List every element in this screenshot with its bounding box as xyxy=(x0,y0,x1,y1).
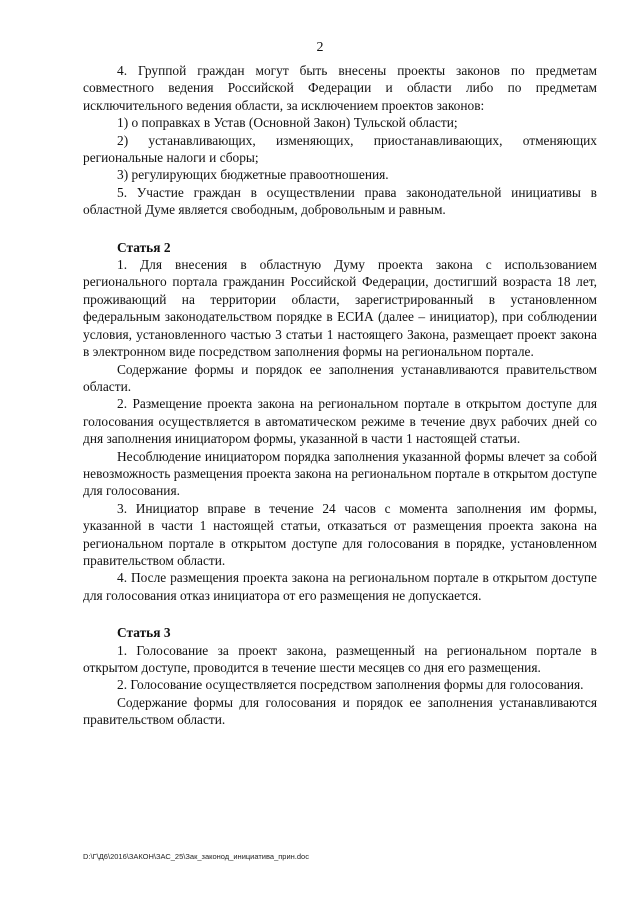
paragraph: 2. Размещение проекта закона на региональном портале в открытом доступе для голосования осуществляется в автоматическом режиме в течение двух рабочих дней со дня заполнения инициатором формы, указанной в части 1 настоящей статьи. xyxy=(83,396,597,447)
section-gap xyxy=(83,219,597,239)
paragraph: 4. После размещения проекта закона на региональном портале в открытом доступе для голосования отказ инициатора от его размещения не допускается. xyxy=(83,570,597,603)
paragraph: 3) регулирующих бюджетные правоотношения. xyxy=(117,167,389,183)
document-body xyxy=(83,62,597,729)
paragraph: 1. Голосование за проект закона, размещенный на региональном портале в открытом доступе, проводится в течение шести месяцев со дня его размещения. xyxy=(83,642,597,675)
paragraph: Содержание формы и порядок ее заполнения устанавливаются правительством области. xyxy=(83,361,597,394)
section-gap xyxy=(83,604,597,624)
article-2-heading: Статья 2 xyxy=(117,239,171,255)
page-number: 2 xyxy=(316,40,324,55)
footer-file-path: D:\Г\Д6\2016\ЗАКОН\ЗАС_25\Зак_законод_инициатива_прин.doc xyxy=(83,852,309,861)
paragraph: 3. Инициатор вправе в течение 24 часов с момента заполнения им формы, указанной в части 1 настоящей статьи, отказаться от размещения проекта закона на региональном портале в открытом доступе для голосования в порядке, установленном правительством области. xyxy=(83,500,597,568)
paragraph: 1. Для внесения в областную Думу проекта закона с использованием регионального портала гражданин Российской Федерации, достигший возраста 18 лет, проживающий на территории области, зарегистрированный в установленном федеральным законодательством порядке в ЕСИА (далее – инициатор), при соблюдении условия, установленного частью 3 статьи 1 настоящего Закона, размещает проект закона в электронном виде посредством заполнения формы на региональном портале. xyxy=(83,257,597,360)
paragraph: 1) о поправках в Устав (Основной Закон) Тульской области; xyxy=(117,115,458,131)
article-3-heading: Статья 3 xyxy=(117,625,171,641)
paragraph: 5. Участие граждан в осуществлении права законодательной инициативы в областной Думе является свободным, добровольным и равным. xyxy=(83,184,597,218)
paragraph: 2) устанавливающих, изменяющих, приостанавливающих, отменяющих региональные налоги и сборы; xyxy=(83,132,597,166)
paragraph: Содержание формы для голосования и порядок ее заполнения устанавливаются правительством области. xyxy=(83,694,597,728)
paragraph: Несоблюдение инициатором порядка заполнения указанной формы влечет за собой невозможность размещения проекта закона на региональном портале в открытом доступе для голосования. xyxy=(83,448,597,499)
paragraph: 2. Голосование осуществляется посредством заполнения формы для голосования. xyxy=(117,677,584,693)
paragraph: 4. Группой граждан могут быть внесены проекты законов по предметам совместного ведения Российской Федерации и области либо по предметам исключительного ведения области, за исключением проектов законов: xyxy=(83,63,597,113)
